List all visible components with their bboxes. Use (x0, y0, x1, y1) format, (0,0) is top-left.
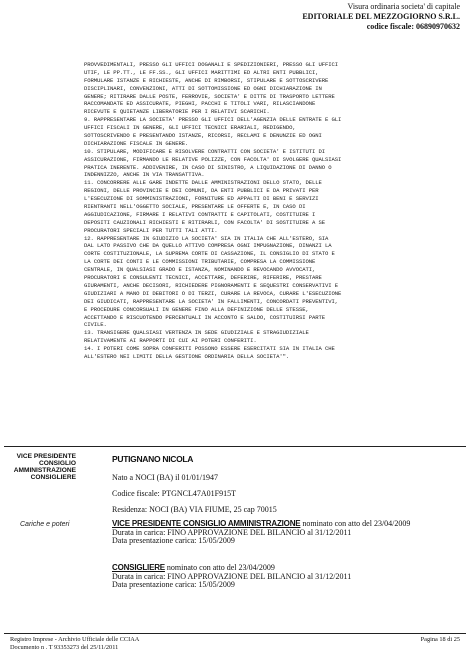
text-line: PRATICA INERENTE. ADDIVENIRE, IN CASO DI SINISTRO, A LIQUIDAZIONE DI DANNO O (84, 163, 332, 171)
text-line: 9. RAPPRESENTARE LA SOCIETA' PRESSO GLI UFFICI DELL'AGENZIA DELLE ENTRATE E GLI (84, 116, 342, 124)
footer-left (10, 636, 139, 652)
company-object-text (84, 61, 464, 361)
text-line: GENERE; RITIRARE DALLE POSTE, FERROVIE, SOCIETA' E DITTE DI TRASPORTO LETTERE (84, 92, 335, 100)
page-number: Pagina 18 di 25 (420, 636, 460, 643)
text-line: ASSICURAZIONE, FIRMANDO LE RELATIVE POLIZZE, CON FACOLTA' DI SVOLGERE QUALSIASI (84, 155, 342, 163)
role-presented: Data presentazione carica: 15/05/2009 (112, 580, 235, 589)
text-line: CENTRALE, IN QUALSIASI GRADO E ISTANZA, NOMINANDO E REVOCANDO AVVOCATI, (84, 266, 316, 274)
text-line: CIVILE. (84, 321, 107, 329)
text-line: LA CORTE DEI CONTI E LE COMMISSIONI TRIBUTARIE, COMPRESA LA COMMISSIONE (84, 258, 316, 266)
text-line: 10. STIPULARE, MODIFICARE E RISOLVERE CONTRATTI CON SOCIETA' E ISTITUTI DI (84, 147, 326, 155)
text-line: 11. CONCORRERE ALLE GARE INDETTE DALLE AMMINISTRAZIONI DELLO STATO, DELLE (84, 179, 322, 187)
role-title: CONSIGLIERE (112, 563, 165, 572)
text-line: DAL LATO PASSIVO CHE DA QUELLO ATTIVO COMPRESA OGNI IMPUGNAZIONE, DINANZI LA (84, 242, 332, 250)
role-presented: Data presentazione carica: 15/05/2009 (112, 536, 235, 545)
footer-registry: Registro Imprese - Archivio Ufficiale delle CCIAA (10, 636, 140, 643)
footer-divider (4, 633, 466, 634)
company-name: EDITORIALE DEL MEZZOGIORNO S.R.L. (302, 12, 460, 21)
text-line: RIENTRANTI NELL'OGGETTO SOCIALE, PRESENTARE LE OFFERTE E, IN CASO DI (84, 203, 306, 211)
residence: Residenza: NOCI (BA) VIA FIUME, 25 cap 70015 (112, 505, 277, 514)
birth-info: Nato a NOCI (BA) il 01/01/1947 (112, 473, 218, 482)
role-label-line: AMMINISTRAZIONE (13, 467, 76, 474)
text-line: DICHIARAZIONE FISCALE IN GENERE. (84, 139, 189, 147)
text-line: GIUDIZIARI A MANO DI DEBITORI O DI TERZI, CURARE LA REVOCA, CURARE L'ESECUZIONE (84, 289, 342, 297)
text-line: AGGIUDICAZIONE, FIRMARE I RELATIVI CONTRATTI E CAPITOLATI, COSTITUIRE I (84, 210, 316, 218)
text-line: INDENNIZZO, ANCHE IN VIA TRANSATTIVA. (84, 171, 205, 179)
section-divider (4, 446, 466, 447)
text-line: PROVVEDIMENTALI, PRESSO GLI UFFICI DOGANALI E SPEDIZIONIERI, PRESSO GLI UFFICI (84, 61, 339, 68)
text-line: DEI GIUDICATI, RAPPRESENTARE LA SOCIETA' IN FALLIMENTI, CONCORDATI PREVENTIVI, (84, 297, 339, 305)
text-line: CORTE COSTITUZIONALE, LA SUPREMA CORTE DI CASSAZIONE, IL CONSIGLIO DI STATO E (84, 250, 335, 258)
role-duration: Durata in carica: FINO APPROVAZIONE DEL BILANCIO al 31/12/2011 (112, 527, 352, 537)
text-line: GIURAMENTI, ANCHE DECISORI, RICHIEDERE PIGNORAMENTI E SEQUESTRI CONSERVATIVI E (84, 281, 339, 289)
text-line: DISCIPLINARI, CONVENZIONI, ATTI DI SOTTOMISSIONE ED OGNI DICHIARAZIONE IN (84, 84, 322, 92)
text-line: RICEVUTE E QUIETANZE LIBERATORIE PER I RELATIVI SCARICHI. (84, 108, 270, 116)
footer-document-number: Documento n . T 93353273 del 25/11/2011 (10, 644, 119, 651)
person-role-label (4, 453, 76, 481)
text-line: DEPOSITI CAUZIONALI RICHIESTI E RITIRARLI, CON FACOLTA' DI SOSTITUIRE A SE (84, 218, 326, 226)
text-line: UTIF, LE PP.TT., LE FF.SS., GLI UFFICI MARITTIMI ED ALTRI ENTI PUBBLICI, (84, 68, 319, 76)
text-line: RACCOMANDATE ED ASSICURATE, PIEGHI, PACCHI E TITOLI VARI, RILASCIANDONE (84, 100, 316, 108)
text-line: 14. I POTERI COME SOPRA CONFERITI POSSONO ESSERE ESERCITATI SIA IN ITALIA CHE (84, 345, 335, 353)
text-line: SOTTOSCRIVENDO E PRESENTANDO ISTANZE, RICORSI, RECLAMI E DENUNZIE ED OGNI (84, 132, 322, 140)
role-label-line: CONSIGLIO (39, 460, 76, 467)
document-type: Visura ordinaria societa' di capitale (347, 2, 460, 11)
text-line: PROCURATORI E CONSULENTI TECNICI, ACCETTARE, DEFERIRE, RIFERIRE, PRESTARE (84, 274, 322, 282)
fiscal-code: codice fiscale: 06890970632 (366, 22, 460, 31)
text-line: PROCURATORI SPECIALI PER TUTTI TALI ATTI. (84, 226, 218, 234)
document-header (302, 2, 460, 32)
text-line: 12. RAPPRESENTARE IN GIUDIZIO LA SOCIETA' SIA IN ITALIA CHE ALL'ESTERO, SIA (84, 234, 329, 242)
text-line: L'ESECUZIONE DI SOMMINISTRAZIONI, FORNITURE ED APPALTI DI BENI E SERVIZI (84, 195, 319, 203)
text-line: ACCETTANDO E RISCUOTENDO PERCENTUALI IN ACCONTO E SALDO, COSTITUIRSI PARTE (84, 313, 326, 321)
role-label-line: CONSIGLIERE (30, 474, 76, 481)
text-line: FORMULARE ISTANZE E RICHIESTE, ANCHE DI RIMBORSI, STIPULARE E SOTTOSCRIVERE (84, 76, 329, 84)
role-entry (112, 520, 410, 546)
text-line: 13. TRANSIGERE QUALSIASI VERTENZA IN SEDE GIUDIZIALE E STRAGIUDIZIALE (84, 329, 309, 337)
role-title: VICE PRESIDENTE CONSIGLIO AMMINISTRAZIONE (112, 519, 301, 528)
person-name: PUTIGNANO NICOLA (112, 454, 194, 464)
text-line: REGIONI, DELLE PROVINCIE E DEI COMUNI, DA ENTI PUBBLICI E DA PRIVATI PER (84, 187, 319, 195)
role-duration: Durata in carica: FINO APPROVAZIONE DEL BILANCIO al 31/12/2011 (112, 571, 352, 581)
text-line: E PROCEDURE CONCORSUALI IN GENERE FINO ALLA DEFINIZIONE DELLE STESSE, (84, 305, 309, 313)
role-appointed: nominato con atto del 23/04/2009 (164, 563, 275, 572)
text-line: RELATIVAMENTE AI RAPPORTI DI CUI AI POTERI CONFERITI. (84, 337, 257, 345)
role-appointed: nominato con atto del 23/04/2009 (300, 519, 411, 528)
role-entry (112, 564, 351, 590)
text-line: UFFICI FISCALI IN GENERE, GLI UFFICI TECNICI ERARIALI, REDIGENDO, (84, 124, 296, 132)
cariche-label: Cariche e poteri (20, 521, 70, 528)
text-line: ALL'ESTERO NEI LIMITI DELLA GESTIONE ORDINARIA DELLA SOCIETA'". (84, 352, 290, 360)
role-label-line: VICE PRESIDENTE (16, 453, 76, 460)
tax-code: Codice fiscale: PTGNCL47A01F915T (112, 489, 236, 498)
